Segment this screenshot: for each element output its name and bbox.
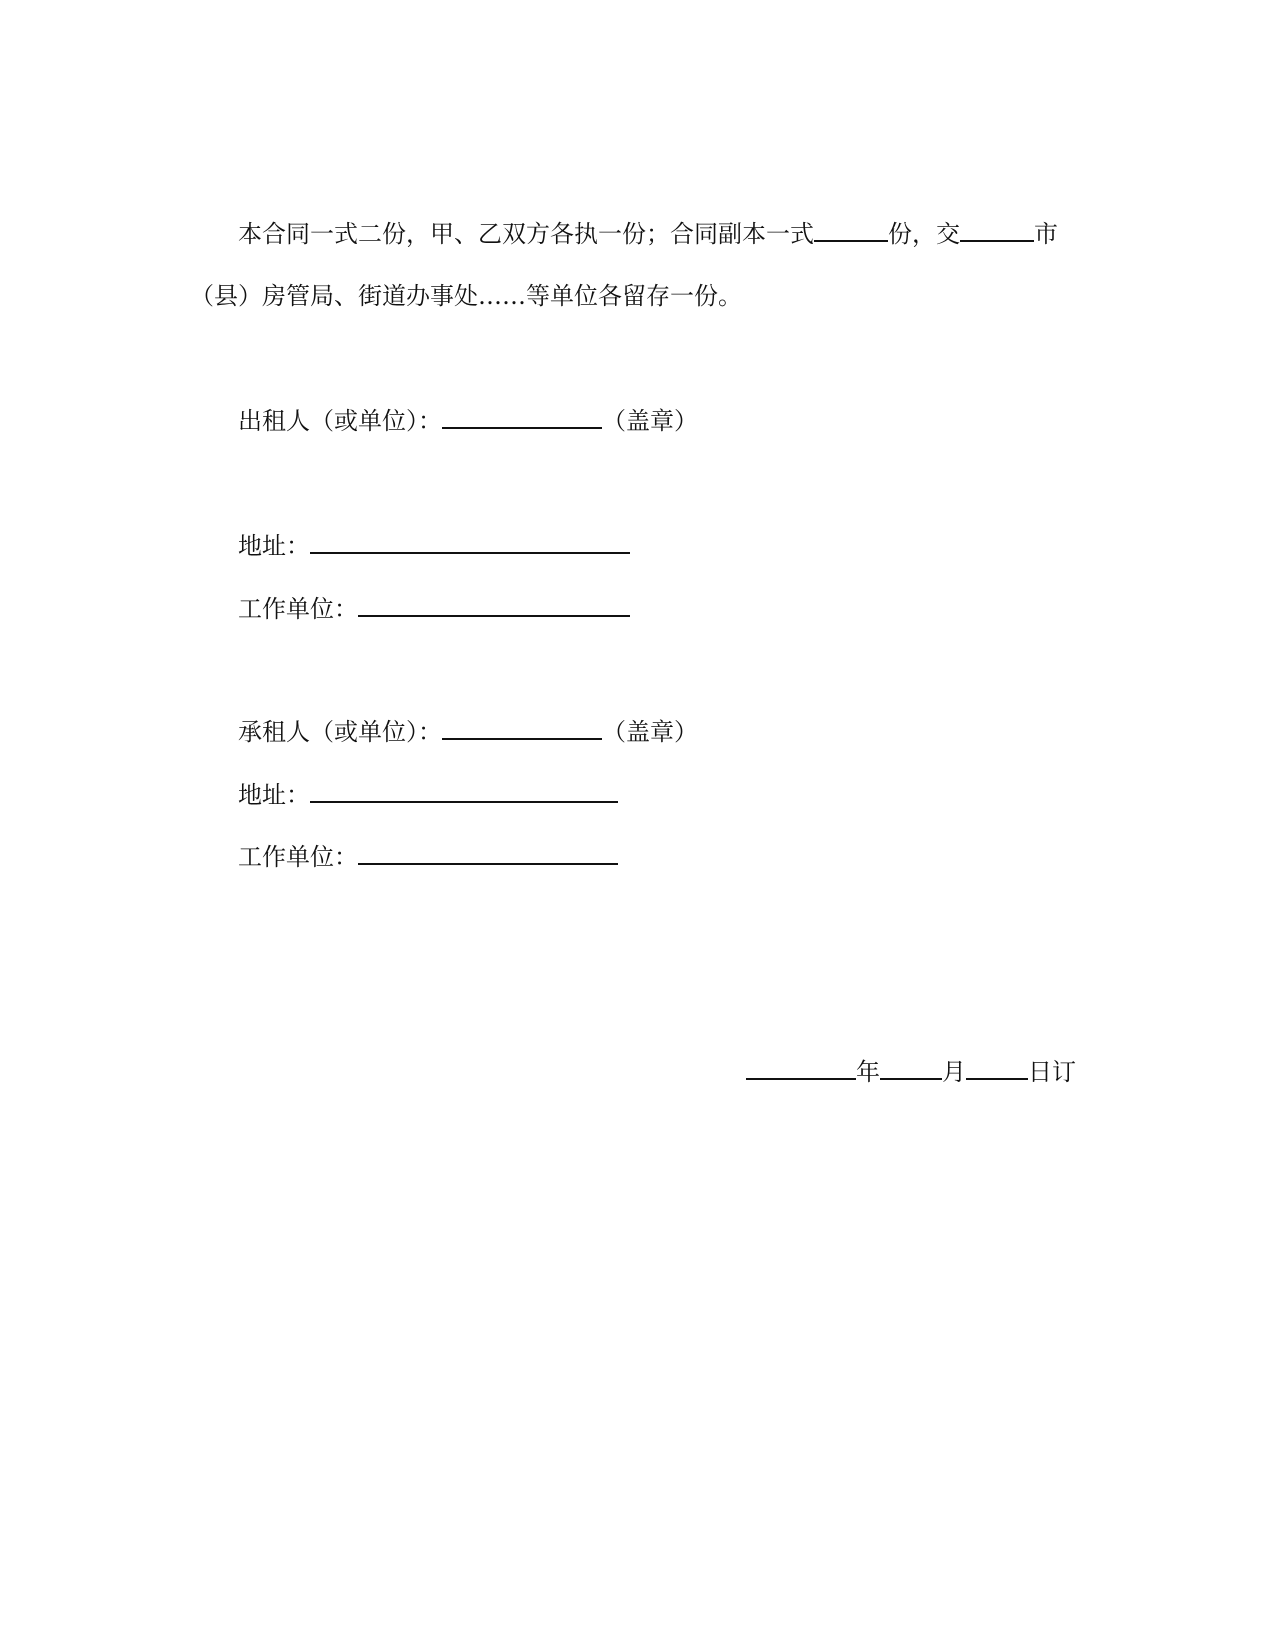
- copies-clause-text-2: （县）房管局、街道办事处……等单位各留存一份。: [190, 282, 742, 310]
- lessor-name-blank[interactable]: [442, 405, 602, 429]
- lessee-label: 承租人（或单位）：: [238, 718, 442, 746]
- lessee-workplace-row: [238, 841, 618, 871]
- lessor-seal-label: （盖章）: [602, 407, 698, 435]
- copies-clause-text-c: 市: [1034, 220, 1058, 248]
- lessor-workplace-row: [238, 593, 630, 623]
- lessee-workplace-label: 工作单位：: [238, 843, 358, 871]
- lessor-address-row: [238, 530, 630, 560]
- lessee-workplace-blank[interactable]: [358, 841, 618, 865]
- day-blank[interactable]: [966, 1056, 1028, 1080]
- month-label: 月: [942, 1058, 966, 1086]
- lessor-label: 出租人（或单位）：: [238, 407, 442, 435]
- lessee-address-row: [238, 779, 618, 809]
- copies-count-blank[interactable]: [814, 218, 888, 242]
- lessee-address-label: 地址：: [238, 781, 310, 809]
- signing-date-row: [746, 1056, 1076, 1086]
- copies-clause-text-a: 本合同一式二份，甲、乙双方各执一份；合同副本一式: [238, 220, 814, 248]
- lessor-address-blank[interactable]: [310, 530, 630, 554]
- lessor-workplace-blank[interactable]: [358, 593, 630, 617]
- lessor-workplace-label: 工作单位：: [238, 595, 358, 623]
- year-label: 年: [856, 1058, 880, 1086]
- copies-clause-line-2: [190, 281, 742, 311]
- city-blank[interactable]: [960, 218, 1034, 242]
- year-blank[interactable]: [746, 1056, 856, 1080]
- lessee-row: [238, 716, 698, 746]
- copies-clause-text-b: 份，交: [888, 220, 960, 248]
- copies-clause-line-1: [238, 218, 1058, 248]
- lessor-address-label: 地址：: [238, 532, 310, 560]
- lessee-seal-label: （盖章）: [602, 718, 698, 746]
- month-blank[interactable]: [880, 1056, 942, 1080]
- lessee-address-blank[interactable]: [310, 779, 618, 803]
- day-label: 日订: [1028, 1058, 1076, 1086]
- lessor-row: [238, 405, 698, 435]
- lessee-name-blank[interactable]: [442, 716, 602, 740]
